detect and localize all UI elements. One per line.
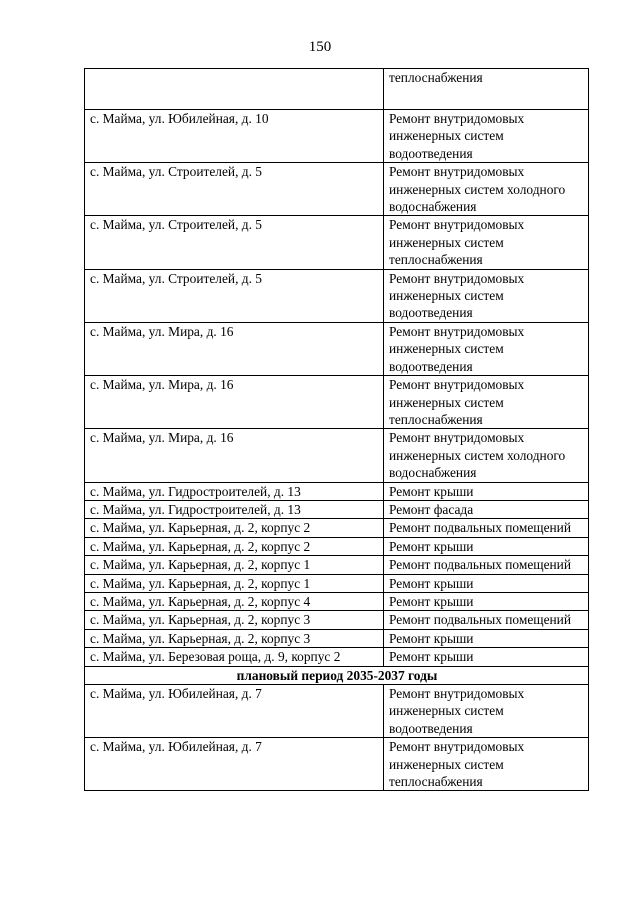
work-cell: Ремонт внутридомовых инженерных систем холодного водоснабжения [384, 163, 589, 216]
table-row [85, 163, 589, 216]
address-cell: с. Майма, ул. Гидростроителей, д. 13 [85, 482, 384, 500]
work-cell: Ремонт крыши [384, 648, 589, 666]
table-row [85, 592, 589, 610]
work-cell: Ремонт крыши [384, 629, 589, 647]
address-cell: с. Майма, ул. Мира, д. 16 [85, 429, 384, 482]
page-number: 150 [308, 39, 332, 55]
work-cell: Ремонт внутридомовых инженерных систем водоотведения [384, 322, 589, 375]
address-cell: с. Майма, ул. Юбилейная, д. 7 [85, 738, 384, 791]
table-row [85, 110, 589, 163]
address-cell: с. Майма, ул. Гидростроителей, д. 13 [85, 500, 384, 518]
work-cell: Ремонт внутридомовых инженерных систем водоотведения [384, 685, 589, 738]
table-row [85, 648, 589, 666]
work-cell: Ремонт внутридомовых инженерных систем теплоснабжения [384, 216, 589, 269]
section-heading: плановый период 2035-2037 годы [85, 666, 589, 684]
address-cell: с. Майма, ул. Строителей, д. 5 [85, 269, 384, 322]
table-row [85, 685, 589, 738]
table-row [85, 556, 589, 574]
repair-table [84, 68, 589, 791]
address-cell: с. Майма, ул. Мира, д. 16 [85, 322, 384, 375]
work-cell: Ремонт внутридомовых инженерных систем холодного водоснабжения [384, 429, 589, 482]
work-cell: Ремонт внутридомовых инженерных систем водоотведения [384, 269, 589, 322]
address-cell: с. Майма, ул. Карьерная, д. 2, корпус 2 [85, 537, 384, 555]
address-cell: с. Майма, ул. Юбилейная, д. 7 [85, 685, 384, 738]
address-cell: с. Майма, ул. Строителей, д. 5 [85, 216, 384, 269]
work-cell: Ремонт внутридомовых инженерных систем теплоснабжения [384, 376, 589, 429]
work-cell: Ремонт подвальных помещений [384, 556, 589, 574]
work-cell: Ремонт крыши [384, 537, 589, 555]
table-row [85, 376, 589, 429]
address-cell: с. Майма, ул. Карьерная, д. 2, корпус 1 [85, 574, 384, 592]
work-cell: Ремонт подвальных помещений [384, 611, 589, 629]
address-cell [85, 69, 384, 110]
table-row [85, 574, 589, 592]
work-cell: Ремонт крыши [384, 592, 589, 610]
address-cell: с. Майма, ул. Карьерная, д. 2, корпус 2 [85, 519, 384, 537]
table-row [85, 216, 589, 269]
address-cell: с. Майма, ул. Карьерная, д. 2, корпус 1 [85, 556, 384, 574]
address-cell: с. Майма, ул. Мира, д. 16 [85, 376, 384, 429]
table-row [85, 738, 589, 791]
table-row [85, 69, 589, 110]
table-row [85, 269, 589, 322]
table-row [85, 519, 589, 537]
address-cell: с. Майма, ул. Строителей, д. 5 [85, 163, 384, 216]
address-cell: с. Майма, ул. Карьерная, д. 2, корпус 4 [85, 592, 384, 610]
work-cell: Ремонт крыши [384, 574, 589, 592]
table-row [85, 482, 589, 500]
table-row [85, 629, 589, 647]
address-cell: с. Майма, ул. Карьерная, д. 2, корпус 3 [85, 629, 384, 647]
work-cell: Ремонт внутридомовых инженерных систем теплоснабжения [384, 738, 589, 791]
table-row [85, 322, 589, 375]
table-row [85, 611, 589, 629]
work-cell: Ремонт подвальных помещений [384, 519, 589, 537]
work-cell: Ремонт внутридомовых инженерных систем водоотведения [384, 110, 589, 163]
work-cell: Ремонт фасада [384, 500, 589, 518]
table-row [85, 537, 589, 555]
address-cell: с. Майма, ул. Юбилейная, д. 10 [85, 110, 384, 163]
section-heading-row [85, 666, 589, 684]
address-cell: с. Майма, ул. Березовая роща, д. 9, корпус 2 [85, 648, 384, 666]
table-row [85, 429, 589, 482]
table-row [85, 500, 589, 518]
work-cell: Ремонт крыши [384, 482, 589, 500]
address-cell: с. Майма, ул. Карьерная, д. 2, корпус 3 [85, 611, 384, 629]
work-cell: теплоснабжения [384, 69, 589, 110]
